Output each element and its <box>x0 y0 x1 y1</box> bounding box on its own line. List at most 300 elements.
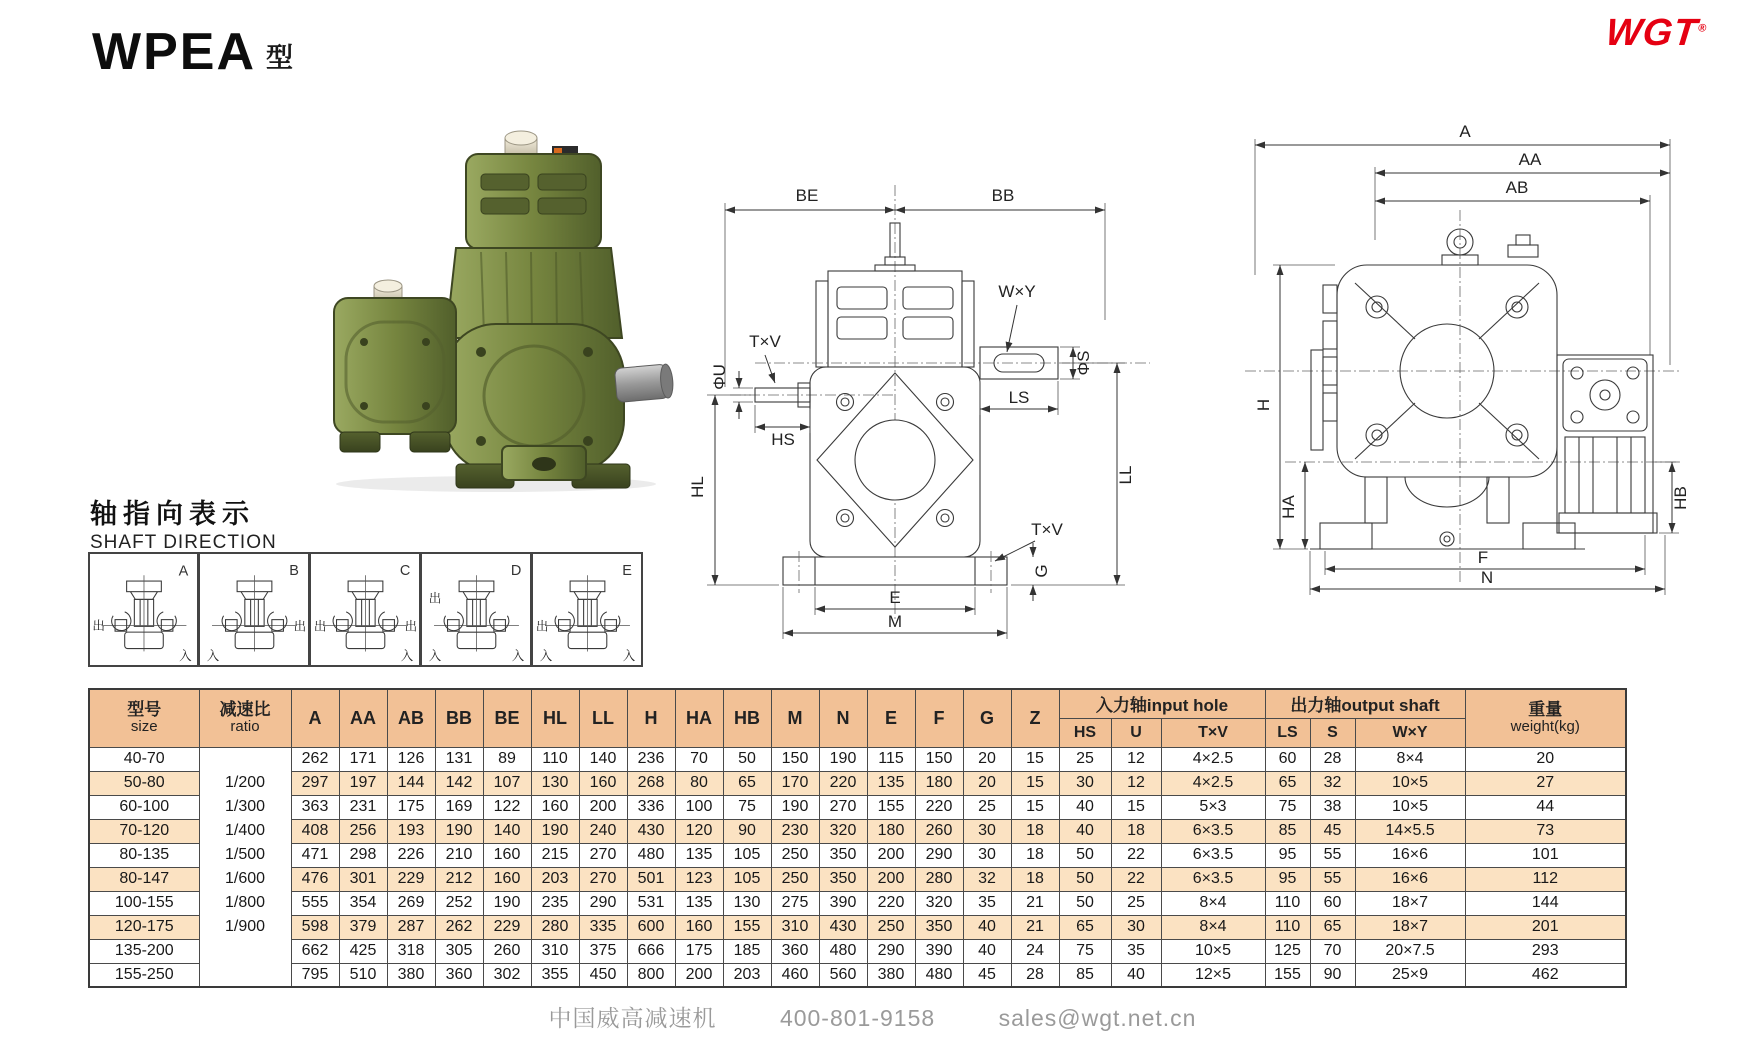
model-size-cell: 155-250 <box>89 963 199 987</box>
in-label: 入 <box>400 649 414 664</box>
value-cell: 85 <box>1059 963 1111 987</box>
product-photo <box>316 96 652 492</box>
value-cell: 430 <box>627 819 675 843</box>
value-cell: 90 <box>723 819 771 843</box>
value-cell: 190 <box>531 819 579 843</box>
dim-label-hs: HS <box>771 430 795 449</box>
table-row <box>89 891 1626 915</box>
dim-label-ab: AB <box>1505 178 1529 197</box>
value-cell: 250 <box>771 867 819 891</box>
value-cell: 462 <box>1465 963 1626 987</box>
ratio-cell <box>199 747 291 987</box>
value-cell: 662 <box>291 939 339 963</box>
col-group-output-shaft: 出力轴output shaft <box>1265 689 1465 718</box>
value-cell: 379 <box>339 915 387 939</box>
model-size-cell: 135-200 <box>89 939 199 963</box>
value-cell: 210 <box>435 843 483 867</box>
ratio-value: 1/900 <box>224 917 266 935</box>
value-cell: 45 <box>1310 819 1355 843</box>
value-cell: 290 <box>915 843 963 867</box>
value-cell: 55 <box>1310 867 1355 891</box>
value-cell: 203 <box>723 963 771 987</box>
value-cell: 6×3.5 <box>1161 867 1265 891</box>
value-cell: 212 <box>435 867 483 891</box>
col-header-dim: HL <box>531 689 579 747</box>
value-cell: 25 <box>1059 747 1111 771</box>
value-cell: 301 <box>339 867 387 891</box>
value-cell: 360 <box>435 963 483 987</box>
value-cell: 25 <box>963 795 1011 819</box>
dim-label-f: F <box>1477 548 1489 567</box>
value-cell: 666 <box>627 939 675 963</box>
ratio-value: 1/200 <box>224 773 266 791</box>
footer <box>0 1000 1745 1033</box>
col-header-dim: LL <box>579 689 627 747</box>
value-cell: 10×5 <box>1161 939 1265 963</box>
brand-logo-text: WGT <box>1603 12 1700 54</box>
value-cell: 30 <box>1059 771 1111 795</box>
value-cell: 100 <box>675 795 723 819</box>
value-cell: 175 <box>675 939 723 963</box>
value-cell: 268 <box>627 771 675 795</box>
col-header-dim: Z <box>1011 689 1059 747</box>
value-cell: 6×3.5 <box>1161 819 1265 843</box>
ratio-value: 1/400 <box>224 821 266 839</box>
value-cell: 190 <box>819 747 867 771</box>
value-cell: 430 <box>819 915 867 939</box>
col-header-dim: A <box>291 689 339 747</box>
value-cell: 55 <box>1310 843 1355 867</box>
model-type-char: 型 <box>266 43 293 73</box>
col-header-ratio-cn: 减速比 <box>219 700 271 720</box>
value-cell: 363 <box>291 795 339 819</box>
value-cell: 302 <box>483 963 531 987</box>
value-cell: 150 <box>771 747 819 771</box>
value-cell: 15 <box>1011 771 1059 795</box>
value-cell: 350 <box>819 843 867 867</box>
model-size-cell: 70-120 <box>89 819 199 843</box>
dim-label-n: N <box>1480 568 1494 587</box>
model-size-cell: 50-80 <box>89 771 199 795</box>
value-cell: 140 <box>483 819 531 843</box>
value-cell: 160 <box>675 915 723 939</box>
front-view-drawing <box>688 115 1170 645</box>
value-cell: 25 <box>1111 891 1161 915</box>
value-cell: 120 <box>675 819 723 843</box>
value-cell: 480 <box>627 843 675 867</box>
value-cell: 280 <box>531 915 579 939</box>
value-cell: 560 <box>819 963 867 987</box>
shaft-direction-diagram <box>422 554 530 665</box>
value-cell: 40 <box>963 939 1011 963</box>
value-cell: 229 <box>483 915 531 939</box>
value-cell: 135 <box>675 843 723 867</box>
ratio-value: 1/300 <box>224 797 266 815</box>
value-cell: 50 <box>1059 867 1111 891</box>
value-cell: 44 <box>1465 795 1626 819</box>
in-label: 入 <box>179 649 192 664</box>
value-cell: 50 <box>1059 891 1111 915</box>
table-row <box>89 795 1626 819</box>
value-cell: 144 <box>387 771 435 795</box>
value-cell: 235 <box>531 891 579 915</box>
ratio-value: 1/600 <box>224 869 266 887</box>
shaft-direction-variant <box>88 552 199 667</box>
value-cell: 50 <box>1059 843 1111 867</box>
variant-letter: E <box>622 563 632 580</box>
table-row <box>89 747 1626 771</box>
col-header-dim: H <box>627 689 675 747</box>
value-cell: 130 <box>723 891 771 915</box>
value-cell: 380 <box>387 963 435 987</box>
value-cell: 260 <box>915 819 963 843</box>
value-cell: 275 <box>771 891 819 915</box>
value-cell: 290 <box>867 939 915 963</box>
value-cell: 40 <box>963 915 1011 939</box>
value-cell: 65 <box>1265 771 1310 795</box>
value-cell: 355 <box>531 963 579 987</box>
value-cell: 110 <box>1265 891 1310 915</box>
value-cell: 229 <box>387 867 435 891</box>
shaft-direction-diagram <box>311 554 419 665</box>
value-cell: 40 <box>1059 819 1111 843</box>
value-cell: 21 <box>1011 915 1059 939</box>
col-header-ratio-en: ratio <box>230 718 260 736</box>
value-cell: 80 <box>675 771 723 795</box>
value-cell: 160 <box>531 795 579 819</box>
value-cell: 220 <box>819 771 867 795</box>
value-cell: 231 <box>339 795 387 819</box>
col-header-u: U <box>1111 718 1161 747</box>
value-cell: 144 <box>1465 891 1626 915</box>
value-cell: 20 <box>963 747 1011 771</box>
value-cell: 171 <box>339 747 387 771</box>
value-cell: 800 <box>627 963 675 987</box>
value-cell: 501 <box>627 867 675 891</box>
value-cell: 8×4 <box>1161 891 1265 915</box>
col-header-wxy: W×Y <box>1355 718 1465 747</box>
value-cell: 8×4 <box>1355 747 1465 771</box>
value-cell: 105 <box>723 867 771 891</box>
col-header-weight-cn: 重量 <box>1528 700 1563 720</box>
value-cell: 15 <box>1011 795 1059 819</box>
value-cell: 200 <box>579 795 627 819</box>
value-cell: 155 <box>867 795 915 819</box>
value-cell: 190 <box>435 819 483 843</box>
model-size-cell: 40-70 <box>89 747 199 771</box>
value-cell: 200 <box>867 843 915 867</box>
value-cell: 450 <box>579 963 627 987</box>
value-cell: 230 <box>771 819 819 843</box>
value-cell: 30 <box>963 843 1011 867</box>
value-cell: 318 <box>387 939 435 963</box>
variant-letter: C <box>399 563 411 580</box>
value-cell: 160 <box>579 771 627 795</box>
value-cell: 75 <box>723 795 771 819</box>
value-cell: 6×3.5 <box>1161 843 1265 867</box>
spec-table <box>88 688 1627 988</box>
value-cell: 95 <box>1265 843 1310 867</box>
value-cell: 28 <box>1011 963 1059 987</box>
value-cell: 360 <box>771 939 819 963</box>
value-cell: 256 <box>339 819 387 843</box>
value-cell: 107 <box>483 771 531 795</box>
in-label: 入 <box>511 649 525 664</box>
dim-label-a: A <box>1459 122 1471 141</box>
shaft-direction-strip <box>88 552 643 667</box>
value-cell: 90 <box>1310 963 1355 987</box>
value-cell: 270 <box>819 795 867 819</box>
value-cell: 16×6 <box>1355 843 1465 867</box>
in-label: 入 <box>206 649 220 664</box>
shaft-direction-diagram <box>90 554 197 665</box>
col-header-dim: HA <box>675 689 723 747</box>
shaft-direction-heading <box>90 492 277 554</box>
value-cell: 85 <box>1265 819 1310 843</box>
model-size-cell: 120-175 <box>89 915 199 939</box>
value-cell: 10×5 <box>1355 795 1465 819</box>
col-header-weight <box>1465 689 1626 747</box>
value-cell: 70 <box>675 747 723 771</box>
value-cell: 40 <box>1059 795 1111 819</box>
value-cell: 65 <box>723 771 771 795</box>
value-cell: 73 <box>1465 819 1626 843</box>
col-header-dim: E <box>867 689 915 747</box>
value-cell: 4×2.5 <box>1161 771 1265 795</box>
value-cell: 390 <box>819 891 867 915</box>
table-row <box>89 939 1626 963</box>
value-cell: 75 <box>1265 795 1310 819</box>
value-cell: 269 <box>387 891 435 915</box>
value-cell: 510 <box>339 963 387 987</box>
model-size-cell: 80-147 <box>89 867 199 891</box>
value-cell: 240 <box>579 819 627 843</box>
value-cell: 24 <box>1011 939 1059 963</box>
value-cell: 65 <box>1310 915 1355 939</box>
value-cell: 28 <box>1310 747 1355 771</box>
page-title <box>92 23 293 81</box>
value-cell: 112 <box>1465 867 1626 891</box>
value-cell: 250 <box>771 843 819 867</box>
col-header-dim: AA <box>339 689 387 747</box>
value-cell: 101 <box>1465 843 1626 867</box>
col-header-size-en: size <box>130 718 158 736</box>
shaft-direction-variant <box>532 552 643 667</box>
value-cell: 89 <box>483 747 531 771</box>
value-cell: 125 <box>1265 939 1310 963</box>
value-cell: 380 <box>867 963 915 987</box>
table-row <box>89 819 1626 843</box>
in-label: 入 <box>428 649 442 664</box>
col-header-dim: AB <box>387 689 435 747</box>
col-header-s: S <box>1310 718 1355 747</box>
value-cell: 598 <box>291 915 339 939</box>
in-label: 入 <box>539 649 553 664</box>
value-cell: 131 <box>435 747 483 771</box>
value-cell: 27 <box>1465 771 1626 795</box>
ratio-value: 1/500 <box>224 845 266 863</box>
value-cell: 175 <box>387 795 435 819</box>
dim-label-wy: W×Y <box>998 282 1036 301</box>
value-cell: 600 <box>627 915 675 939</box>
in-label: 入 <box>622 649 636 664</box>
col-header-size-cn: 型号 <box>127 700 162 720</box>
value-cell: 122 <box>483 795 531 819</box>
out-label: 出 <box>428 591 442 606</box>
value-cell: 22 <box>1111 843 1161 867</box>
value-cell: 18 <box>1011 819 1059 843</box>
model-size-cell: 80-135 <box>89 843 199 867</box>
value-cell: 15 <box>1111 795 1161 819</box>
dim-label-ls: LS <box>1008 388 1030 407</box>
value-cell: 75 <box>1059 939 1111 963</box>
value-cell: 197 <box>339 771 387 795</box>
value-cell: 320 <box>819 819 867 843</box>
ratio-value: 1/800 <box>224 893 266 911</box>
variant-letter: A <box>178 563 189 580</box>
value-cell: 201 <box>1465 915 1626 939</box>
value-cell: 32 <box>963 867 1011 891</box>
value-cell: 30 <box>963 819 1011 843</box>
value-cell: 16×6 <box>1355 867 1465 891</box>
value-cell: 236 <box>627 747 675 771</box>
value-cell: 305 <box>435 939 483 963</box>
value-cell: 40 <box>1111 963 1161 987</box>
value-cell: 220 <box>867 891 915 915</box>
dim-label-ha: HA <box>1279 495 1298 519</box>
value-cell: 170 <box>771 771 819 795</box>
value-cell: 15 <box>1011 747 1059 771</box>
shaft-direction-diagram <box>533 554 641 665</box>
variant-letter: D <box>510 563 522 580</box>
value-cell: 21 <box>1011 891 1059 915</box>
value-cell: 390 <box>915 939 963 963</box>
value-cell: 350 <box>819 867 867 891</box>
table-row <box>89 771 1626 795</box>
value-cell: 20 <box>963 771 1011 795</box>
value-cell: 215 <box>531 843 579 867</box>
col-header-dim: N <box>819 689 867 747</box>
value-cell: 335 <box>579 915 627 939</box>
col-header-ls: LS <box>1265 718 1310 747</box>
value-cell: 262 <box>291 747 339 771</box>
value-cell: 135 <box>867 771 915 795</box>
value-cell: 270 <box>579 867 627 891</box>
value-cell: 476 <box>291 867 339 891</box>
value-cell: 110 <box>1265 915 1310 939</box>
value-cell: 471 <box>291 843 339 867</box>
out-label: 出 <box>313 619 327 634</box>
col-header-dim: BE <box>483 689 531 747</box>
brand-logo <box>1604 14 1709 52</box>
value-cell: 95 <box>1265 867 1310 891</box>
value-cell: 110 <box>531 747 579 771</box>
value-cell: 320 <box>915 891 963 915</box>
value-cell: 203 <box>531 867 579 891</box>
col-header-size <box>89 689 199 747</box>
value-cell: 220 <box>915 795 963 819</box>
value-cell: 25×9 <box>1355 963 1465 987</box>
shaft-direction-diagram <box>200 554 308 665</box>
dim-label-m: M <box>887 612 903 631</box>
variant-letter: B <box>289 563 299 580</box>
dim-label-h: H <box>1254 398 1273 412</box>
value-cell: 336 <box>627 795 675 819</box>
value-cell: 310 <box>531 939 579 963</box>
value-cell: 12 <box>1111 747 1161 771</box>
shaft-direction-variant <box>199 552 310 667</box>
value-cell: 555 <box>291 891 339 915</box>
out-label: 出 <box>293 619 307 634</box>
value-cell: 20×7.5 <box>1355 939 1465 963</box>
shaft-direction-heading-en: SHAFT DIRECTION <box>90 532 277 553</box>
value-cell: 185 <box>723 939 771 963</box>
value-cell: 4×2.5 <box>1161 747 1265 771</box>
out-label: 出 <box>404 619 418 634</box>
value-cell: 425 <box>339 939 387 963</box>
shaft-direction-variant <box>310 552 421 667</box>
value-cell: 226 <box>387 843 435 867</box>
model-size-cell: 100-155 <box>89 891 199 915</box>
dim-label-e: E <box>889 588 901 607</box>
phone-number: 400-801-9158 <box>779 1005 936 1031</box>
dim-label-tv-top: T×V <box>749 332 781 351</box>
model-size-cell: 60-100 <box>89 795 199 819</box>
value-cell: 18 <box>1011 867 1059 891</box>
value-cell: 155 <box>1265 963 1310 987</box>
value-cell: 354 <box>339 891 387 915</box>
out-label: 出 <box>535 619 549 634</box>
value-cell: 150 <box>915 747 963 771</box>
col-group-input-hole: 入力轴input hole <box>1059 689 1265 718</box>
value-cell: 190 <box>771 795 819 819</box>
value-cell: 60 <box>1265 747 1310 771</box>
shaft-direction-variant <box>421 552 532 667</box>
company-name: 中国威高减速机 <box>548 1005 717 1031</box>
dim-label-be: BE <box>795 186 819 205</box>
side-view-drawing <box>1225 115 1695 597</box>
col-header-txv: T×V <box>1161 718 1265 747</box>
value-cell: 350 <box>915 915 963 939</box>
value-cell: 262 <box>435 915 483 939</box>
value-cell: 8×4 <box>1161 915 1265 939</box>
value-cell: 795 <box>291 963 339 987</box>
value-cell: 18 <box>1111 819 1161 843</box>
table-row <box>89 963 1626 987</box>
value-cell: 287 <box>387 915 435 939</box>
value-cell: 30 <box>1111 915 1161 939</box>
value-cell: 12 <box>1111 771 1161 795</box>
value-cell: 105 <box>723 843 771 867</box>
value-cell: 298 <box>339 843 387 867</box>
registered-mark: ® <box>1697 22 1708 35</box>
table-row <box>89 867 1626 891</box>
value-cell: 190 <box>483 891 531 915</box>
out-label: 出 <box>92 619 105 634</box>
col-header-dim: G <box>963 689 1011 747</box>
col-header-dim: HB <box>723 689 771 747</box>
value-cell: 375 <box>579 939 627 963</box>
value-cell: 115 <box>867 747 915 771</box>
value-cell: 32 <box>1310 771 1355 795</box>
table-row <box>89 915 1626 939</box>
value-cell: 142 <box>435 771 483 795</box>
value-cell: 22 <box>1111 867 1161 891</box>
email-address: sales@wgt.net.cn <box>998 1005 1197 1031</box>
value-cell: 480 <box>819 939 867 963</box>
dim-label-tv-bottom: T×V <box>1031 520 1063 539</box>
dim-label-ll: LL <box>1116 465 1135 485</box>
